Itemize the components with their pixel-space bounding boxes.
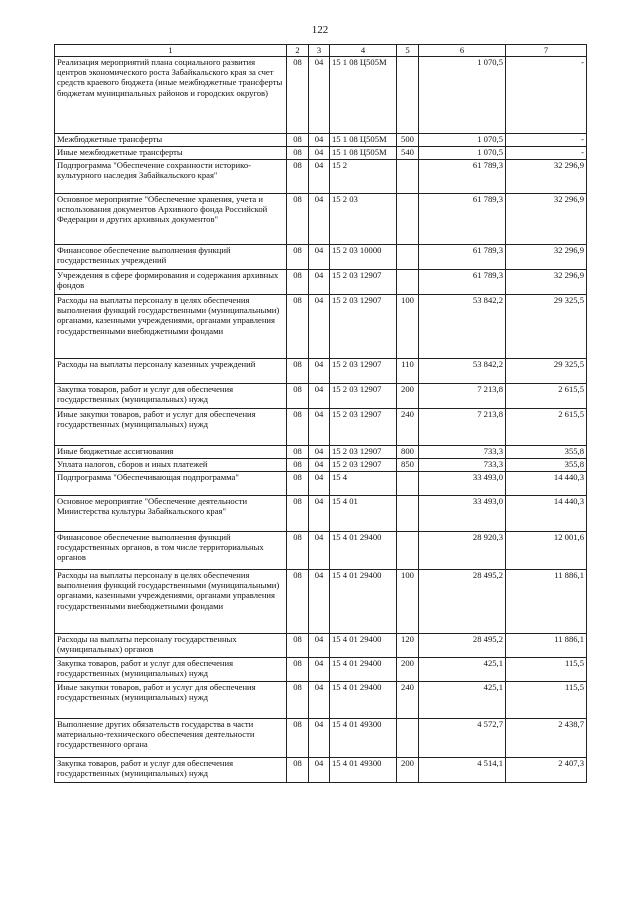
row-subsection: 04 [309, 446, 330, 459]
row-expense-type: 240 [397, 682, 419, 719]
row-name: Основное мероприятие "Обеспечение хранения, учета и использования документов Архивного фонда Российской Федерации и других архивных документов" [55, 194, 287, 245]
row-amount-1: 33 493,0 [419, 472, 506, 496]
table-row [55, 194, 587, 245]
row-expense-type: 200 [397, 758, 419, 783]
row-amount-1: 1 070,5 [419, 134, 506, 147]
row-article: 15 2 03 12907 [330, 270, 397, 295]
row-section: 08 [287, 758, 309, 783]
table-row [55, 160, 587, 194]
row-article: 15 4 [330, 472, 397, 496]
row-amount-2: 29 325,5 [506, 359, 587, 384]
row-name: Закупка товаров, работ и услуг для обеспечения государственных (муниципальных) нужд [55, 658, 287, 682]
col-header-1: 1 [55, 45, 287, 57]
row-name: Расходы на выплаты персоналу в целях обеспечения выполнения функций государственными (муниципальными) органами, казенными учреждениями, органами управления государственными внебюджетными фондами [55, 295, 287, 359]
row-amount-1: 53 842,2 [419, 295, 506, 359]
row-subsection: 04 [309, 532, 330, 570]
table-row [55, 134, 587, 147]
row-article: 15 2 03 12907 [330, 359, 397, 384]
row-amount-2: 355,8 [506, 459, 587, 472]
row-article: 15 2 [330, 160, 397, 194]
row-name: Иные бюджетные ассигнования [55, 446, 287, 459]
row-section: 08 [287, 570, 309, 634]
row-expense-type: 850 [397, 459, 419, 472]
row-name: Иные закупки товаров, работ и услуг для обеспечения государственных (муниципальных) нужд [55, 409, 287, 446]
row-expense-type [397, 270, 419, 295]
row-section: 08 [287, 472, 309, 496]
row-section: 08 [287, 245, 309, 270]
table-row [55, 472, 587, 496]
row-subsection: 04 [309, 295, 330, 359]
row-subsection: 04 [309, 682, 330, 719]
col-header-2: 2 [287, 45, 309, 57]
row-name: Расходы на выплаты персоналу казенных учреждений [55, 359, 287, 384]
row-expense-type: 200 [397, 384, 419, 409]
row-expense-type: 240 [397, 409, 419, 446]
row-amount-1: 28 495,2 [419, 570, 506, 634]
row-amount-1: 53 842,2 [419, 359, 506, 384]
row-amount-2: 14 440,3 [506, 496, 587, 532]
row-article: 15 1 08 Ц505М [330, 134, 397, 147]
table-row [55, 719, 587, 758]
row-section: 08 [287, 682, 309, 719]
row-section: 08 [287, 270, 309, 295]
col-header-3: 3 [309, 45, 330, 57]
row-name: Расходы на выплаты персоналу в целях обеспечения выполнения функций государственными (муниципальными) органами, казенными учреждениями, органами управления государственными внебюджетными фондами [55, 570, 287, 634]
row-amount-1: 7 213,8 [419, 409, 506, 446]
row-subsection: 04 [309, 160, 330, 194]
row-article: 15 2 03 [330, 194, 397, 245]
row-name: Выполнение других обязательств государства в части материально-технического обеспечения деятельности государственного органа [55, 719, 287, 758]
row-article: 15 4 01 29400 [330, 570, 397, 634]
row-article: 15 2 03 12907 [330, 295, 397, 359]
row-name: Подпрограмма "Обеспечивающая подпрограмма" [55, 472, 287, 496]
row-expense-type: 200 [397, 658, 419, 682]
row-amount-2: 32 296,9 [506, 194, 587, 245]
row-subsection: 04 [309, 134, 330, 147]
row-subsection: 04 [309, 496, 330, 532]
row-expense-type [397, 719, 419, 758]
row-amount-1: 733,3 [419, 446, 506, 459]
row-amount-2: 32 296,9 [506, 160, 587, 194]
row-amount-1: 61 789,3 [419, 160, 506, 194]
row-name: Реализация мероприятий плана социального развития центров экономического роста Забайкальского края за счет средств краевого бюджета (иные межбюджетные трансферты бюджетам муниципальных районов и городских округов) [55, 57, 287, 134]
row-amount-1: 4 514,1 [419, 758, 506, 783]
row-name: Подпрограмма "Обеспечение сохранности историко-культурного наследия Забайкальского края" [55, 160, 287, 194]
col-header-7: 7 [506, 45, 587, 57]
row-article: 15 1 08 Ц505М [330, 57, 397, 134]
col-header-4: 4 [330, 45, 397, 57]
row-section: 08 [287, 147, 309, 160]
row-section: 08 [287, 658, 309, 682]
row-amount-1: 33 493,0 [419, 496, 506, 532]
row-amount-1: 1 070,5 [419, 57, 506, 134]
row-amount-1: 425,1 [419, 682, 506, 719]
row-name: Расходы на выплаты персоналу государственных (муниципальных) органов [55, 634, 287, 658]
table-row [55, 496, 587, 532]
row-name: Закупка товаров, работ и услуг для обеспечения государственных (муниципальных) нужд [55, 384, 287, 409]
table-row [55, 245, 587, 270]
row-amount-1: 28 495,2 [419, 634, 506, 658]
row-amount-2: - [506, 57, 587, 134]
row-subsection: 04 [309, 459, 330, 472]
row-amount-1: 7 213,8 [419, 384, 506, 409]
table-row [55, 295, 587, 359]
row-article: 15 4 01 29400 [330, 634, 397, 658]
row-name: Иные закупки товаров, работ и услуг для обеспечения государственных (муниципальных) нужд [55, 682, 287, 719]
row-expense-type: 100 [397, 570, 419, 634]
row-section: 08 [287, 446, 309, 459]
row-amount-2: 32 296,9 [506, 245, 587, 270]
row-expense-type: 500 [397, 134, 419, 147]
row-amount-2: 29 325,5 [506, 295, 587, 359]
row-subsection: 04 [309, 472, 330, 496]
row-amount-1: 61 789,3 [419, 194, 506, 245]
row-article: 15 4 01 29400 [330, 682, 397, 719]
row-section: 08 [287, 719, 309, 758]
row-article: 15 2 03 12907 [330, 384, 397, 409]
table-row [55, 270, 587, 295]
row-name: Уплата налогов, сборов и иных платежей [55, 459, 287, 472]
row-article: 15 4 01 [330, 496, 397, 532]
row-section: 08 [287, 57, 309, 134]
page-number: 122 [311, 24, 329, 36]
table-row [55, 359, 587, 384]
row-amount-1: 28 920,3 [419, 532, 506, 570]
row-article: 15 2 03 12907 [330, 446, 397, 459]
row-expense-type: 120 [397, 634, 419, 658]
row-article: 15 4 01 29400 [330, 532, 397, 570]
row-expense-type [397, 245, 419, 270]
row-subsection: 04 [309, 409, 330, 446]
row-subsection: 04 [309, 634, 330, 658]
row-amount-2: 355,8 [506, 446, 587, 459]
row-section: 08 [287, 194, 309, 245]
row-expense-type [397, 496, 419, 532]
row-subsection: 04 [309, 245, 330, 270]
row-subsection: 04 [309, 719, 330, 758]
table-row [55, 758, 587, 783]
col-header-6: 6 [419, 45, 506, 57]
row-amount-1: 1 070,5 [419, 147, 506, 160]
row-expense-type [397, 194, 419, 245]
row-expense-type: 540 [397, 147, 419, 160]
row-amount-2: 12 001,6 [506, 532, 587, 570]
row-subsection: 04 [309, 147, 330, 160]
row-amount-2: 115,5 [506, 658, 587, 682]
table-row [55, 446, 587, 459]
row-article: 15 2 03 12907 [330, 409, 397, 446]
row-amount-2: - [506, 134, 587, 147]
row-subsection: 04 [309, 270, 330, 295]
row-subsection: 04 [309, 194, 330, 245]
table-row [55, 384, 587, 409]
row-name: Финансовое обеспечение выполнения функций государственных учреждений [55, 245, 287, 270]
row-amount-2: 11 886,1 [506, 570, 587, 634]
row-name: Основное мероприятие "Обеспечение деятельности Министерства культуры Забайкальского края" [55, 496, 287, 532]
row-section: 08 [287, 409, 309, 446]
row-amount-2: 2 438,7 [506, 719, 587, 758]
row-name: Закупка товаров, работ и услуг для обеспечения государственных (муниципальных) нужд [55, 758, 287, 783]
row-expense-type [397, 160, 419, 194]
table-row [55, 57, 587, 134]
col-header-5: 5 [397, 45, 419, 57]
row-section: 08 [287, 532, 309, 570]
table-row [55, 634, 587, 658]
header-row [55, 45, 587, 57]
row-section: 08 [287, 134, 309, 147]
row-subsection: 04 [309, 758, 330, 783]
row-amount-1: 425,1 [419, 658, 506, 682]
row-subsection: 04 [309, 57, 330, 134]
row-amount-1: 61 789,3 [419, 270, 506, 295]
row-amount-1: 4 572,7 [419, 719, 506, 758]
row-amount-2: 115,5 [506, 682, 587, 719]
row-amount-2: - [506, 147, 587, 160]
table-row [55, 570, 587, 634]
table-row [55, 147, 587, 160]
row-name: Финансовое обеспечение выполнения функций государственных органов, в том числе территориальных органов [55, 532, 287, 570]
row-article: 15 1 08 Ц505М [330, 147, 397, 160]
table-row [55, 459, 587, 472]
row-amount-2: 32 296,9 [506, 270, 587, 295]
row-section: 08 [287, 359, 309, 384]
row-expense-type: 110 [397, 359, 419, 384]
row-name: Иные межбюджетные трансферты [55, 147, 287, 160]
row-amount-1: 61 789,3 [419, 245, 506, 270]
table-row [55, 532, 587, 570]
row-expense-type [397, 57, 419, 134]
row-amount-2: 2 407,3 [506, 758, 587, 783]
row-section: 08 [287, 295, 309, 359]
row-expense-type [397, 472, 419, 496]
row-article: 15 4 01 49300 [330, 719, 397, 758]
row-section: 08 [287, 634, 309, 658]
row-name: Учреждения в сфере формирования и содержания архивных фондов [55, 270, 287, 295]
row-section: 08 [287, 160, 309, 194]
table-row [55, 682, 587, 719]
row-section: 08 [287, 384, 309, 409]
budget-table [54, 44, 587, 783]
row-amount-2: 14 440,3 [506, 472, 587, 496]
row-section: 08 [287, 496, 309, 532]
row-amount-2: 2 615,5 [506, 384, 587, 409]
row-name: Межбюджетные трансферты [55, 134, 287, 147]
row-subsection: 04 [309, 384, 330, 409]
table-row [55, 658, 587, 682]
row-amount-2: 11 886,1 [506, 634, 587, 658]
row-subsection: 04 [309, 359, 330, 384]
row-expense-type: 800 [397, 446, 419, 459]
row-expense-type: 100 [397, 295, 419, 359]
row-subsection: 04 [309, 658, 330, 682]
row-subsection: 04 [309, 570, 330, 634]
table-row [55, 409, 587, 446]
row-article: 15 4 01 29400 [330, 658, 397, 682]
row-amount-2: 2 615,5 [506, 409, 587, 446]
row-section: 08 [287, 459, 309, 472]
row-article: 15 2 03 12907 [330, 459, 397, 472]
row-expense-type [397, 532, 419, 570]
row-amount-1: 733,3 [419, 459, 506, 472]
row-article: 15 4 01 49300 [330, 758, 397, 783]
row-article: 15 2 03 10000 [330, 245, 397, 270]
